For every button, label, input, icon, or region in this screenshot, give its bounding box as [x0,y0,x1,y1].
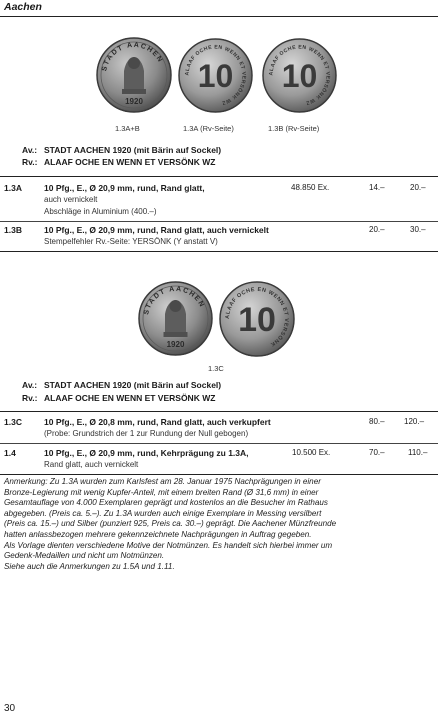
coin-1-3b-reverse-image [262,38,337,113]
reverse-label: Rv.: [22,157,38,167]
svg-text:ALAAF OCHE EN WENN ET VERSÖNK: ALAAF OCHE EN WENN ET VERSÖNK WZ [184,44,247,106]
catalog-subnote: Rand glatt, auch vernickelt [44,460,139,469]
coin-caption-1-3c: 1.3C [208,364,224,373]
page-number: 30 [4,703,16,714]
annotation-note [4,477,434,572]
svg-text:STADT AACHEN: STADT AACHEN [143,285,206,316]
catalog-subnote: Stempelfehler Rv.-Seite: YERSÖNK (Y anstatt V) [44,237,218,246]
table-top-rule [0,176,438,177]
catalog-number: 1.4 [4,448,16,458]
obverse-label: Av.: [22,380,38,390]
reverse-description: ALAAF OCHE EN WENN ET VERSÖNK WZ [44,157,216,167]
svg-text:STADT AACHEN: STADT AACHEN [101,41,165,72]
price-very-fine: 110.– [408,448,428,457]
catalog-number: 1.3B [4,225,22,235]
note-line: Als Vorlage dienten verschiedene Motive der Notmünzen. Es handelt sich hierbei immer um [4,540,333,550]
obverse-label: Av.: [22,145,38,155]
svg-text:10: 10 [281,58,318,94]
price-very-fine: 20.– [410,183,426,192]
section-end-rule [0,474,438,475]
row-divider [0,221,438,222]
svg-text:10: 10 [238,301,276,339]
running-header [0,0,438,17]
mintage: 48.850 Ex. [291,183,330,192]
price-fine: 14.– [369,183,385,192]
svg-text:ALAAF OCHE EN WENN ET VERSÖNK: ALAAF OCHE EN WENN ET VERSÖNK [224,286,290,348]
section-end-rule [0,251,438,252]
svg-text:ALAAF OCHE EN WENN ET VERSÖNK: ALAAF OCHE EN WENN ET VERSÖNK WZ [268,44,331,106]
catalog-description: 10 Pfg., E., Ø 20,9 mm, rund, Kehrprägung zu 1.3A, [44,448,249,458]
note-line: Anmerkung: Zu 1.3A wurden zum Karlsfest am 28. Januar 1975 Nachprägungen in einer [4,477,321,486]
price-very-fine: 30.– [410,225,426,234]
catalog-number: 1.3A [4,183,22,193]
catalog-description: 10 Pfg., E., Ø 20,8 mm, rund, Rand glatt, auch verkupfert [44,417,271,427]
catalog-description: 10 Pfg., E., Ø 20,9 mm, rund, Rand glatt, auch vernickelt [44,225,269,235]
note-line: abgegeben. (Preis ca. 5.–). Zu 1.3A wurden auch einige Exemplare in Messing versilbert [4,508,322,518]
coin-caption-2: 1.3A (Rv-Seite) [183,124,234,133]
note-line: Bronze-Legierung mit wenig Kupfer-Anteil, mit einem breiten Rand (Ø 31,6 mm) in einer [4,487,319,497]
reverse-description: ALAAF OCHE EN WENN ET VERSÖNK WZ [44,393,216,403]
coin-1-3c-obverse-image [138,281,213,356]
note-line: hatten anlassbezogen mehrere gekennzeichnete Nachprägungen in Auftrag gegeben. [4,529,312,539]
row-divider [0,443,438,444]
note-line: Gedenk-Medaillen und nicht um Notmünzen. [4,551,165,561]
table-top-rule [0,411,438,412]
mintage: 10.500 Ex. [292,448,331,457]
svg-text:1920: 1920 [125,97,143,106]
coin-1-3a-obverse-image [96,37,172,113]
page-title: Aachen [4,1,42,13]
note-line: Siehe auch die Anmerkungen zu 1.5A und 1.11. [4,561,175,571]
coin-caption-3: 1.3B (Rv-Seite) [268,124,320,133]
reverse-label: Rv.: [22,393,38,403]
obverse-description: STADT AACHEN 1920 (mit Bärin auf Sockel) [44,380,222,390]
svg-text:10: 10 [197,58,234,94]
svg-text:1920: 1920 [166,340,185,349]
catalog-subnote: auch vernickelt [44,195,98,204]
coin-caption-1: 1.3A+B [115,124,140,133]
catalog-number: 1.3C [4,417,22,427]
note-line: Gesamtauflage von 4.000 Exemplaren geprägt und kostenlos an die Besucher im Rathaus [4,498,328,508]
catalog-subnote: (Probe: Grundstrich der 1 zur Rundung der Null gebogen) [44,429,249,438]
price-fine: 20.– [369,225,385,234]
note-line: (Preis ca. 15.–) und Silber (punziert 925, Preis ca. 30.–) geprägt. Die Aachener Münzfreunde [4,519,337,529]
obverse-description: STADT AACHEN 1920 (mit Bärin auf Sockel) [44,145,222,155]
price-fine: 70.– [369,448,385,457]
coin-1-3c-reverse-image [219,281,295,357]
catalog-subnote: Abschläge in Aluminium (400.–) [44,207,157,216]
price-very-fine: 120.– [404,417,425,426]
catalog-description: 10 Pfg., E., Ø 20,9 mm, rund, Rand glatt, [44,183,205,193]
price-fine: 80.– [369,417,385,426]
coin-1-3a-reverse-image [178,38,253,113]
